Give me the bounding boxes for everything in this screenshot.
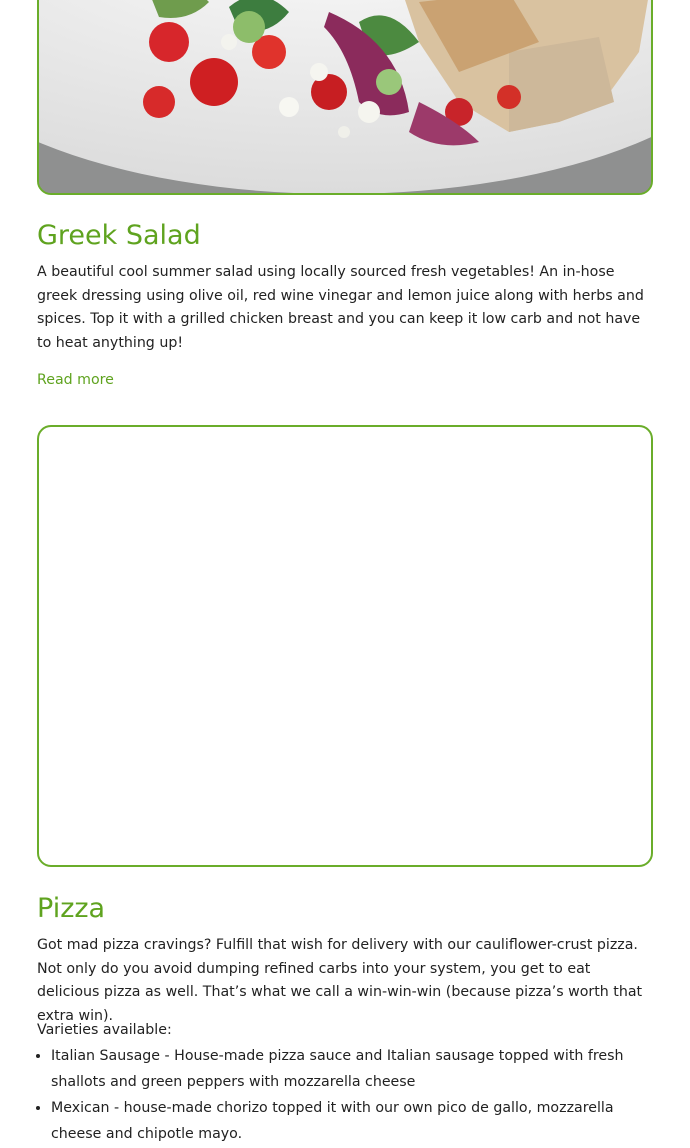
varieties-list	[37, 1043, 667, 1147]
item-description: Got mad pizza cravings? Fulfill that wish for delivery with our cauliflower-crust pizza. Not only do you avoid dumping refined carbs into your system, you get to eat delicious pizza as well. That’s what we call a win-win-win (because pizza’s worth that extra win).	[37, 937, 643, 1025]
item-description: A beautiful cool summer salad using locally sourced fresh vegetables! An in-hose greek dressing using olive oil, red wine vinegar and lemon juice along with herbs and spices. Top it with a grilled chicken breast and you can keep it low carb and not have to heat anything up!	[37, 264, 644, 352]
list-item: • Italian Sausage - House-made pizza sauce and Italian sausage topped with fresh shallots and green peppers with mozzarella cheese	[51, 1043, 667, 1095]
pizza-image[interactable]	[37, 425, 653, 867]
item-title: Greek Salad	[37, 220, 201, 251]
list-item: • Mexican - house-made chorizo topped it with our own pico de gallo, mozzarella cheese and chipotle mayo.	[51, 1095, 667, 1147]
item-title: Pizza	[37, 893, 106, 924]
read-more-link[interactable]: Read more	[37, 372, 114, 388]
varieties-label: Varieties available:	[37, 1022, 172, 1038]
greek-salad-image[interactable]	[37, 0, 653, 195]
greek-salad-photo	[39, 0, 651, 193]
